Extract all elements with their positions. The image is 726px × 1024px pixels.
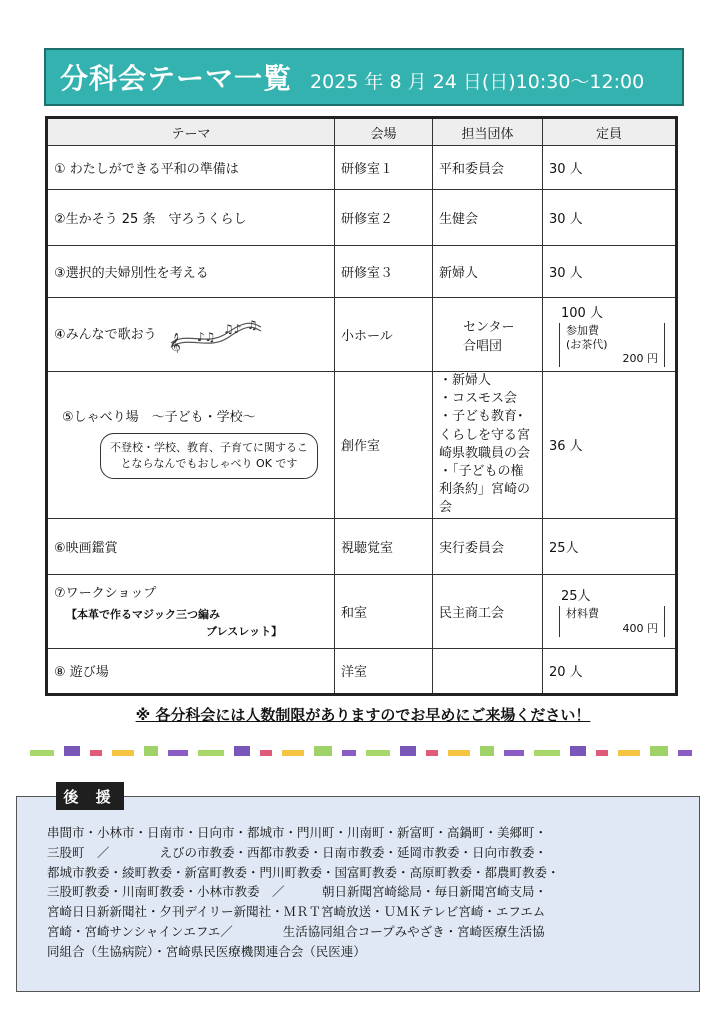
deco-dash: [342, 750, 356, 756]
theme-cell: ⑥映画鑑賞: [47, 518, 335, 574]
title-banner: [44, 48, 684, 106]
capacity-notice: [0, 704, 726, 725]
fee-note: [559, 606, 665, 637]
deco-dash: [596, 750, 608, 756]
org-item: ・コスモス会: [439, 391, 518, 407]
event-datetime: 2025 年 8 月 24 日(日)10:30～12:00: [310, 70, 645, 93]
theme-cell: [47, 574, 335, 648]
decorative-color-bar: [30, 742, 696, 762]
venue-cell: 和室: [335, 574, 433, 648]
org-cell: 生健会: [433, 190, 543, 246]
capacity-cell: 36 人: [543, 372, 677, 519]
support-box: [16, 796, 700, 992]
org-cell: [433, 648, 543, 694]
table-row: [47, 372, 677, 519]
table-row: [47, 648, 677, 694]
svg-text:♫♪: ♫♪: [222, 321, 242, 336]
deco-dash: [618, 750, 640, 756]
page-title: 分科会テーマ一覧: [60, 62, 293, 95]
theme-subtitle-line1: 【本革で作るマジック三つ編み: [66, 608, 220, 621]
theme-cell: [47, 298, 335, 372]
support-line: 同組合（生協病院）・宮崎県民医療機関連合会（民医連）: [47, 943, 366, 959]
capacity-cell: [543, 574, 677, 648]
support-line: 宮崎・宮崎サンシャインエフエ／ 生活協同組合コープみやざき・宮崎医療生活協: [47, 923, 545, 939]
org-cell: 民主商工会: [433, 574, 543, 648]
capacity-cell: 30 人: [543, 146, 677, 190]
venue-cell: 研修室３: [335, 246, 433, 298]
theme-table: [45, 116, 678, 696]
deco-dash: [400, 746, 416, 756]
org-list-cell: [433, 372, 543, 519]
capacity-cell: [543, 298, 677, 372]
deco-dash: [112, 750, 134, 756]
header-capacity: 定員: [543, 118, 677, 146]
svg-text:♫: ♫: [246, 317, 258, 332]
capacity-cell: 25人: [543, 518, 677, 574]
deco-dash: [30, 750, 54, 756]
theme-cell: ③選択的夫婦別性を考える: [47, 246, 335, 298]
theme-cell: [47, 372, 335, 519]
support-label: 後 援: [56, 782, 124, 810]
capacity-notice-text: ※ 各分科会には人数制限がありますのでお早めにご来場ください！: [135, 706, 591, 724]
fee-amount: 200 円: [622, 352, 658, 366]
capacity-cell: 20 人: [543, 648, 677, 694]
deco-dash: [448, 750, 470, 756]
table-row: [47, 190, 677, 246]
header-venue: 会場: [335, 118, 433, 146]
deco-dash: [260, 750, 272, 756]
svg-text:♪♫: ♪♫: [196, 329, 216, 344]
svg-text:𝄞: 𝄞: [168, 331, 181, 353]
theme-label: ⑤しゃべり場 ～子ども・学校～: [62, 410, 256, 426]
support-line: 都城市教委・綾町教委・新富町教委・門川町教委・国富町教委・高原町教委・都農町教委・: [47, 864, 560, 880]
venue-cell: 洋室: [335, 648, 433, 694]
deco-dash: [234, 746, 250, 756]
venue-cell: 研修室１: [335, 146, 433, 190]
deco-dash: [144, 746, 158, 756]
support-line: 三股町教委・川南町教委・小林市教委 ／ 朝日新聞宮崎総局・毎日新聞宮崎支局・: [47, 884, 548, 900]
deco-dash: [314, 746, 332, 756]
table-header-row: [47, 118, 677, 146]
org-cell: 平和委員会: [433, 146, 543, 190]
support-line: 三股町 ／ えびの市教委・西都市教委・日南市教委・延岡市教委・日向市教委・: [47, 844, 548, 860]
theme-subtitle-line2: ブレスレット】: [206, 624, 283, 638]
org-cell: センター 合唱団: [433, 298, 543, 372]
deco-dash: [64, 746, 80, 756]
table-row: [47, 298, 677, 372]
deco-dash: [90, 750, 102, 756]
header-theme: テーマ: [47, 118, 335, 146]
support-line: 串間市・小林市・日南市・日向市・都城市・門川町・川南町・新富町・高鍋町・美郷町・: [47, 825, 548, 840]
deco-dash: [504, 750, 524, 756]
deco-dash: [282, 750, 304, 756]
org-cell: 実行委員会: [433, 518, 543, 574]
theme-cell: ⑧ 遊び場: [47, 648, 335, 694]
fee-note: [559, 323, 665, 368]
org-item: ・「子どもの権利条約」宮崎の会: [439, 463, 531, 516]
deco-dash: [480, 746, 494, 756]
venue-cell: 創作室: [335, 372, 433, 519]
fee-label: 参加費 (お茶代): [566, 323, 608, 351]
venue-cell: 研修室２: [335, 190, 433, 246]
support-line: 宮崎日日新新聞社・夕刊デイリー新聞社・ＭＲＴ宮崎放送・ＵＭＫテレビ宮崎・エフエム: [47, 904, 546, 919]
deco-dash: [650, 746, 668, 756]
music-notes-icon: [167, 317, 263, 353]
theme-cell: ① わたしができる平和の準備は: [47, 146, 335, 190]
capacity-value: 100 人: [561, 305, 603, 321]
venue-cell: 小ホール: [335, 298, 433, 372]
fee-amount: 400 円: [622, 621, 658, 635]
deco-dash: [534, 750, 560, 756]
org-cell: 新婦人: [433, 246, 543, 298]
capacity-value: 25人: [561, 589, 591, 605]
deco-dash: [678, 750, 692, 756]
speech-bubble: 不登校・学校、教育、子育てに関することならなんでもおしゃべり OK です: [100, 433, 318, 479]
venue-cell: 視聴覚室: [335, 518, 433, 574]
capacity-cell: 30 人: [543, 246, 677, 298]
table-row: [47, 518, 677, 574]
theme-label: ④みんなで歌おう: [54, 327, 157, 342]
table-row: [47, 146, 677, 190]
capacity-cell: 30 人: [543, 190, 677, 246]
deco-dash: [570, 746, 586, 756]
deco-dash: [168, 750, 188, 756]
org-item: ・子ども教育･くらしを守る宮崎県教職員の会: [439, 409, 531, 461]
deco-dash: [426, 750, 438, 756]
header-org: 担当団体: [433, 118, 543, 146]
org-item: ・新婦人: [439, 373, 492, 388]
table-row: [47, 246, 677, 298]
deco-dash: [366, 750, 390, 756]
theme-subtitle: [54, 607, 328, 640]
theme-label: ⑦ワークショップ: [54, 586, 157, 601]
deco-dash: [198, 750, 224, 756]
fee-label: 材料費: [566, 607, 599, 621]
theme-cell: ②生かそう 25 条 守ろうくらし: [47, 190, 335, 246]
table-row: [47, 574, 677, 648]
